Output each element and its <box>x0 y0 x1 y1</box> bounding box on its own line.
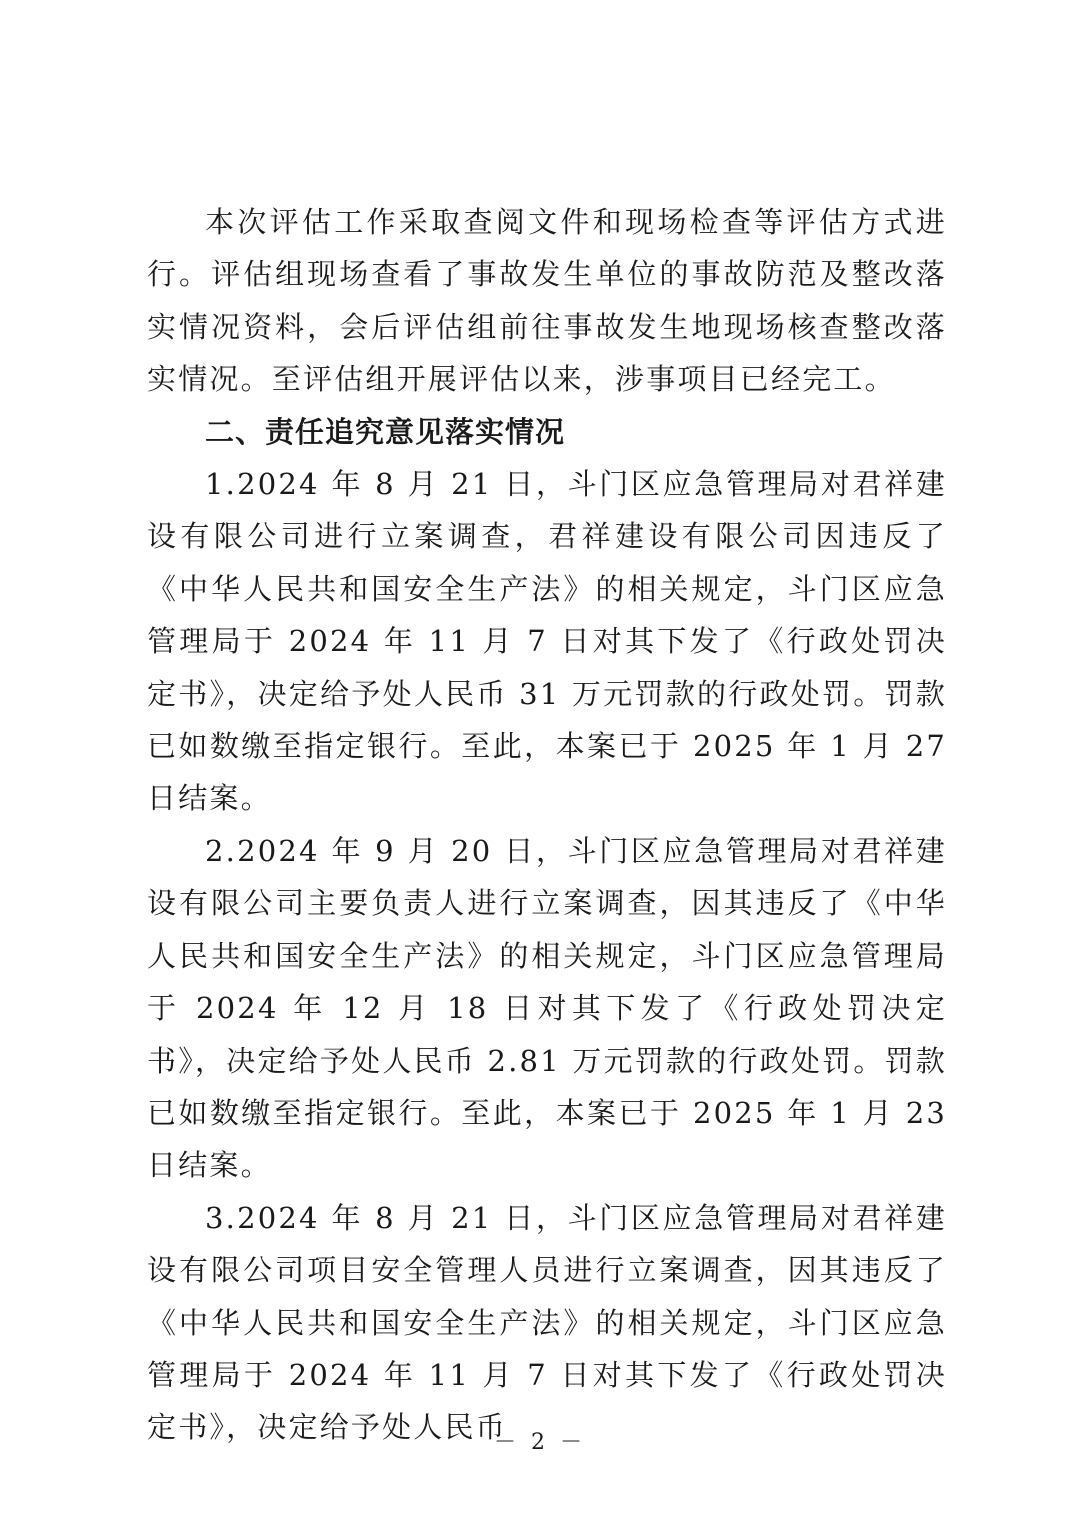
paragraph-item-3: 3.2024 年 8 月 21 日，斗门区应急管理局对君祥建设有限公司项目安全管理人员进行立案调查，因其违反了《中华人民共和国安全生产法》的相关规定，斗门区应急管理局于 2024 年 11 月 7 日对其下发了《行政处罚决定书》，决定给予处人民币 <box>147 1200 947 1445</box>
paragraph-item-1: 1.2024 年 8 月 21 日，斗门区应急管理局对君祥建设有限公司进行立案调查，君祥建设有限公司因违反了《中华人民共和国安全生产法》的相关规定，斗门区应急管理局于 2024 年 11 月 7 日对其下发了《行政处罚决定书》，决定给予处人民币 31 万元罚款的行政处罚。罚款已如数缴至指定银行。至此，本案已于 2025 年 1 月 27 日结案。 <box>147 467 947 816</box>
paragraph-item-2: 2.2024 年 9 月 20 日，斗门区应急管理局对君祥建设有限公司主要负责人进行立案调查，因其违反了《中华人民共和国安全生产法》的相关规定，斗门区应急管理局于 2024 年 12 月 18 日对其下发了《行政处罚决定书》，决定给予处人民币 2.81 万元罚款的行政处罚。罚款已如数缴至指定银行。至此，本案已于 2025 年 1 月 23 日结案。 <box>147 833 947 1183</box>
page-number: － 2 － <box>494 1430 586 1455</box>
document-body <box>147 196 947 1454</box>
section-heading: 二、责任追究意见落实情况 <box>205 414 566 449</box>
paragraph-evaluation-method: 本次评估工作采取查阅文件和现场检查等评估方式进行。评估组现场查看了事故发生单位的事故防范及整改落实情况资料，会后评估组前往事故发生地现场核查整改落实情况。至评估组开展评估以来，涉事项目已经完工。 <box>147 205 947 397</box>
